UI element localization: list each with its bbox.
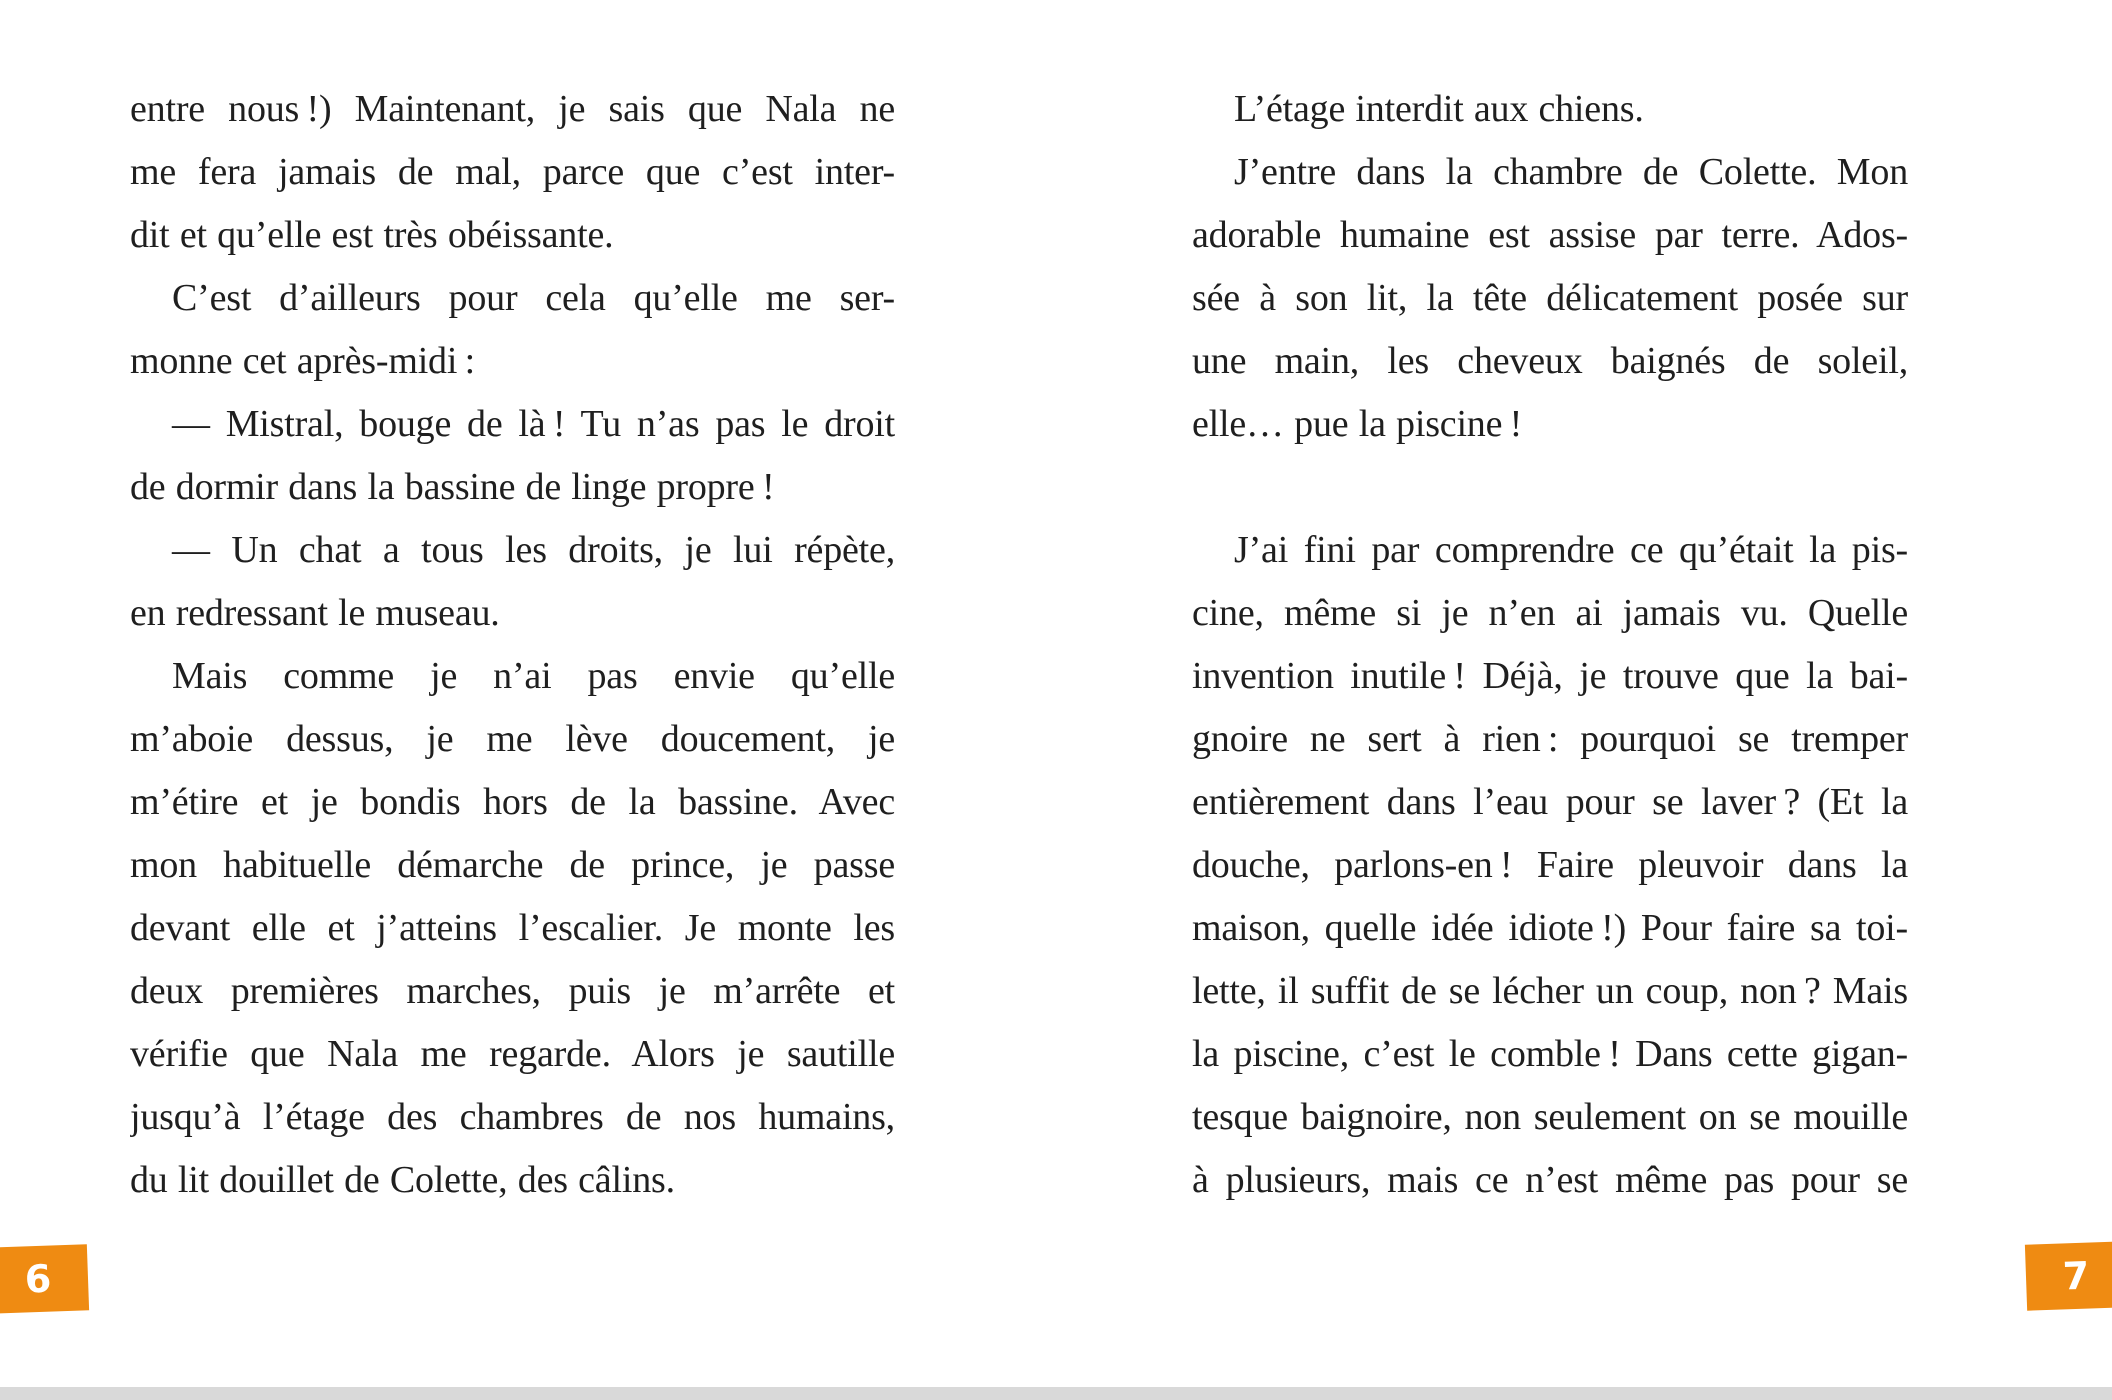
text-line: de dormir dans la bassine de linge propre ! [130,466,775,508]
text-line: jusqu’à l’étage des chambres de nos humains, [130,1096,895,1138]
text-line: maison, quelle idée idiote !) Pour faire sa toi- [1192,907,1908,949]
text-line: entièrement dans l’eau pour se laver ? (Et la [1192,781,1908,823]
text-line: lette, il suffit de se lécher un coup, non ? Mais [1192,970,1908,1012]
text-line: entre nous !) Maintenant, je sais que Nala ne [130,88,895,130]
text-line: invention inutile ! Déjà, je trouve que la bai- [1192,655,1908,697]
text-line: adorable humaine est assise par terre. Ados- [1192,214,1908,256]
text-line: à plusieurs, mais ce n’est même pas pour se [1192,1159,1908,1201]
right-page-text-block [1192,78,1908,1212]
text-line: elle… pue la piscine ! [1192,403,1523,445]
page-number-left: 6 [24,1256,52,1302]
text-line: Mais comme je n’ai pas envie qu’elle [172,655,895,697]
text-line: tesque baignoire, non seulement on se mouille [1192,1096,1908,1138]
text-line: la piscine, c’est le comble ! Dans cette gigan- [1192,1033,1908,1075]
text-line: J’ai fini par comprendre ce qu’était la pis- [1234,529,1908,571]
page-number-tab-right [2025,1241,2112,1310]
text-line: J’entre dans la chambre de Colette. Mon [1234,151,1908,193]
text-line: C’est d’ailleurs pour cela qu’elle me ser- [172,277,895,319]
text-line: en redressant le museau. [130,592,500,634]
page-number-tab-left [0,1244,89,1313]
page-bottom-edge [0,1387,2112,1400]
text-line: — Un chat a tous les droits, je lui répète, [172,529,895,571]
blank-line [1192,456,1908,519]
text-line: une main, les cheveux baignés de soleil, [1192,340,1908,382]
left-page-text-block [130,78,895,1212]
text-line: m’étire et je bondis hors de la bassine. Avec [130,781,895,823]
text-line: monne cet après-midi : [130,340,475,382]
text-line: devant elle et j’atteins l’escalier. Je monte les [130,907,895,949]
text-line: douche, parlons-en ! Faire pleuvoir dans la [1192,844,1908,886]
text-line: me fera jamais de mal, parce que c’est inter- [130,151,895,193]
text-line: gnoire ne sert à rien : pourquoi se tremper [1192,718,1908,760]
text-line: deux premières marches, puis je m’arrête et [130,970,895,1012]
text-line: — Mistral, bouge de là ! Tu n’as pas le droit [172,403,895,445]
text-line: du lit douillet de Colette, des câlins. [130,1159,675,1201]
text-line: mon habituelle démarche de prince, je passe [130,844,895,886]
text-line: L’étage interdit aux chiens. [1234,88,1644,130]
text-line: vérifie que Nala me regarde. Alors je sautille [130,1033,895,1075]
text-line: sée à son lit, la tête délicatement posée sur [1192,277,1908,319]
text-line: cine, même si je n’en ai jamais vu. Quelle [1192,592,1908,634]
page-number-right: 7 [2062,1253,2090,1299]
text-line: m’aboie dessus, je me lève doucement, je [130,718,895,760]
text-line: dit et qu’elle est très obéissante. [130,214,614,256]
